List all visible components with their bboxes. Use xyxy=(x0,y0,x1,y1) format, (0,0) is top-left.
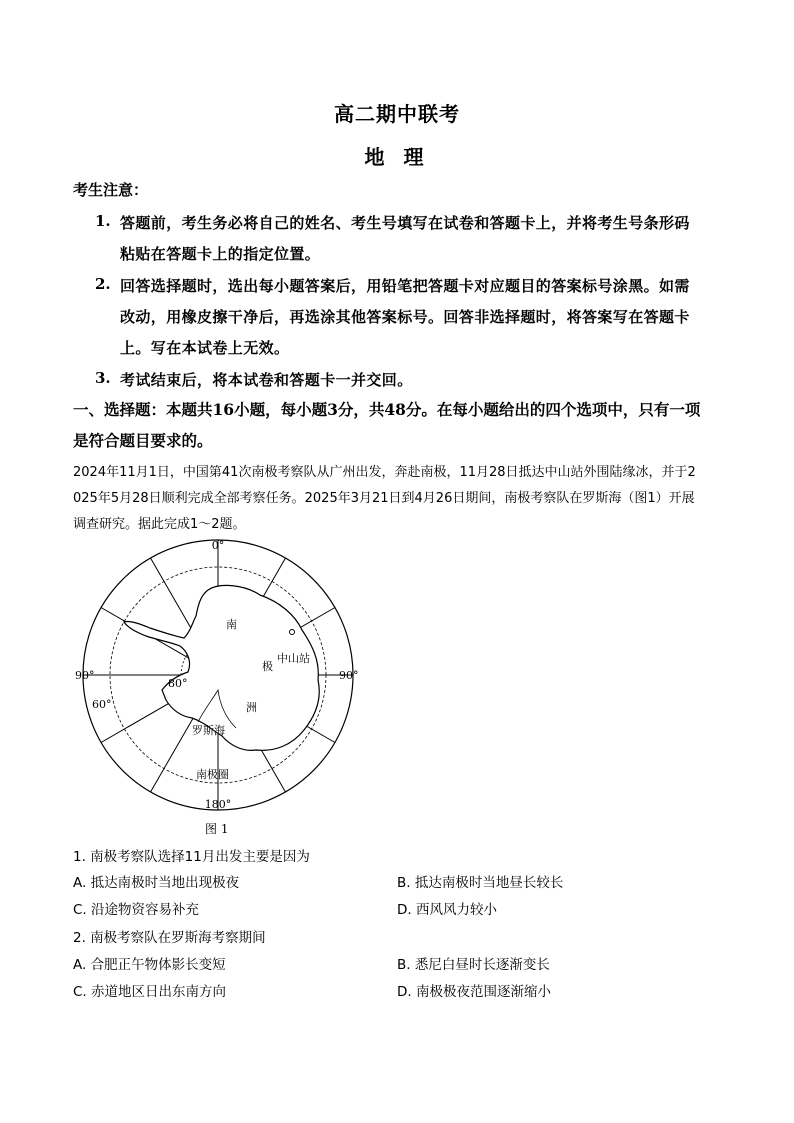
notice-item-2-line-3: 上。写在本试卷上无效。 xyxy=(120,339,290,357)
question-1-option-c[interactable]: C. 沿途物资容易补充 xyxy=(73,902,200,918)
antarctica-map-figure xyxy=(75,539,370,840)
label-0-degree: 0° xyxy=(211,539,225,552)
question-2-option-c[interactable]: C. 赤道地区日出东南方向 xyxy=(73,984,227,1000)
intro-line-3: 调查研究。据此完成1～2题。 xyxy=(73,517,246,532)
notice-item-2-line-2: 改动，用橡皮擦干净后，再选涂其他答案标号。回答非选择题时，将答案写在答题卡 xyxy=(120,308,690,326)
label-continent-ji: 极 xyxy=(262,660,273,673)
question-2-option-b[interactable]: B. 悉尼白昼时长逐渐变长 xyxy=(397,957,550,973)
notice-item-3-number: 3. xyxy=(95,369,111,387)
question-2-option-d[interactable]: D. 南极极夜范围逐渐缩小 xyxy=(397,984,551,1000)
subject-title: 地 理 xyxy=(364,145,430,169)
question-1-stem: 1. 南极考察队选择11月出发主要是因为 xyxy=(73,849,310,865)
notice-item-1-line-2: 粘贴在答题卡上的指定位置。 xyxy=(120,245,321,263)
page-title: 高二期中联考 xyxy=(334,102,460,126)
label-90-west: 90° xyxy=(75,669,95,682)
notice-item-1-line-1: 答题前，考生务必将自己的姓名、考生号填写在试卷和答题卡上，并将考生号条形码 xyxy=(120,214,690,232)
notice-heading: 考生注意： xyxy=(73,181,149,199)
label-lat-60: 60° xyxy=(92,698,112,711)
label-continent-nan: 南 xyxy=(226,618,237,631)
label-antarctic-circle: 南极圈 xyxy=(196,768,229,781)
question-1-option-a[interactable]: A. 抵达南极时当地出现极夜 xyxy=(73,875,240,891)
label-lat-80: 80° xyxy=(168,677,188,690)
label-ross-sea: 罗斯海 xyxy=(192,724,225,737)
question-1-option-d[interactable]: D. 西风风力较小 xyxy=(397,902,497,918)
notice-item-3-line-1: 考试结束后，将本试卷和答题卡一并交回。 xyxy=(120,371,413,389)
question-2-stem: 2. 南极考察队在罗斯海考察期间 xyxy=(73,930,266,946)
label-zhongshan-station: 中山站 xyxy=(277,652,310,665)
intro-line-2: 025年5月28日顺利完成全部考察任务。2025年3月21日到4月26日期间，南极考察队在罗斯海（图1）开展 xyxy=(73,491,695,506)
notice-item-1-number: 1. xyxy=(95,212,111,230)
zhongshan-station-marker xyxy=(290,630,295,635)
intro-line-1: 2024年11月1日，中国第41次南极考察队从广州出发，奔赴南极，11月28日抵达中山站外围陆缘冰，并于2 xyxy=(73,465,696,480)
label-continent-zhou: 洲 xyxy=(246,701,257,714)
section-heading-line-1: 一、选择题：本题共16小题，每小题3分，共48分。在每小题给出的四个选项中，只有一项 xyxy=(73,400,701,419)
section-heading-line-2: 是符合题目要求的。 xyxy=(73,431,213,450)
label-90-east: 90° xyxy=(339,669,359,682)
question-2-option-a[interactable]: A. 合肥正午物体影长变短 xyxy=(73,957,226,973)
notice-item-2-number: 2. xyxy=(95,275,111,293)
figure-caption: 图 1 xyxy=(205,822,229,836)
question-1-option-b[interactable]: B. 抵达南极时当地昼长较长 xyxy=(397,875,564,891)
notice-item-2-line-1: 回答选择题时，选出每小题答案后，用铅笔把答题卡对应题目的答案标号涂黑。如需 xyxy=(120,277,690,295)
label-180-degree: 180° xyxy=(204,798,232,811)
